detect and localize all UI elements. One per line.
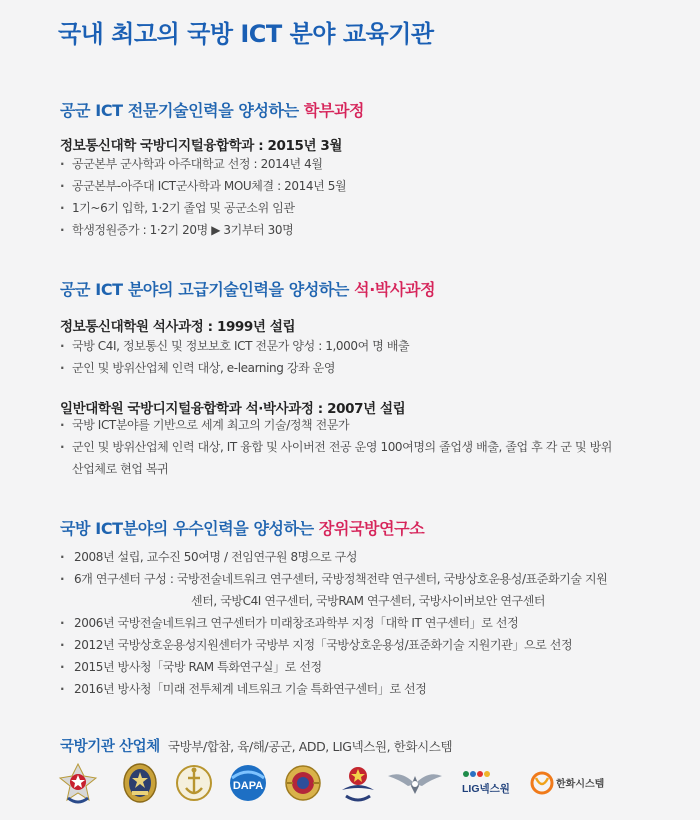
- section-title-text: 공군 ICT 분야의 고급기술인력을 양성하는: [60, 280, 355, 299]
- section-title-text: 국방 ICT분야의 우수인력을 양성하는: [60, 519, 319, 538]
- group-heading: 일반대학원 국방디지털융합학과 석·박사과정 : 2007년 설립: [60, 401, 406, 417]
- section-title-institute: [60, 516, 424, 539]
- list-item: · 6개 연구센터 구성 : 국방전술네트워크 연구센터, 국방정책전략 연구센터, 국방상호운용성/표준화기술 지원: [58, 568, 607, 590]
- dapa-logo-text: DAPA: [232, 780, 264, 792]
- army-emblem-icon: [120, 758, 160, 808]
- undergraduate-list: [58, 153, 346, 241]
- list-item: · 1기~6기 입학, 1·2기 졸업 및 공군소위 임관: [58, 197, 346, 219]
- masters-list: [58, 335, 409, 379]
- list-item-continued: 센터, 국방C4I 연구센터, 국방RAM 연구센터, 국방사이버보안 연구센터: [191, 594, 546, 608]
- list-item: · 2015년 방사청「국방 RAM 특화연구실」로 선정: [58, 656, 607, 678]
- section-title-graduate: [60, 277, 435, 300]
- group-heading: 정보통신대학원 석사과정 : 1999년 설립: [60, 319, 296, 335]
- list-item: · 국방 ICT분야를 기반으로 세계 최고의 기술/정책 전문가: [58, 414, 612, 436]
- institute-list: [58, 546, 607, 700]
- industry-desc: 국방부/합참, 육/해/공군, ADD, LIG넥스원, 한화시스템: [167, 739, 453, 754]
- list-item: · 2008년 설립, 교수진 50여명 / 전임연구원 8명으로 구성: [58, 546, 607, 568]
- navy-emblem-icon: [174, 758, 214, 808]
- industry-row: [60, 735, 452, 756]
- dapa-logo-icon: [226, 758, 270, 808]
- section-title-text: 공군 ICT 전문기술인력을 양성하는: [60, 101, 304, 120]
- list-item: · 2006년 국방전술네트워크 연구센터가 미래창조과학부 지정「대학 IT 연구센터」로 선정: [58, 612, 607, 634]
- lig-nex1-logo-text: LIG넥스원: [462, 783, 510, 795]
- list-item: · 2016년 방사청「미래 전투체계 네트워크 기술 특화연구센터」로 선정: [58, 678, 607, 700]
- list-item-continued: 산업체로 현업 복귀: [72, 462, 169, 476]
- industry-label: 국방기관 산업체: [60, 739, 160, 755]
- list-item: · 국방 C4I, 정보통신 및 정보보호 ICT 전문가 양성 : 1,000여 명 배출: [58, 335, 409, 357]
- add-emblem-icon: [283, 758, 323, 808]
- list-item: · 군인 및 방위산업체 인력 대상, IT 융합 및 사이버전 전공 운영 100여명의 졸업생 배출, 졸업 후 각 군 및 방위: [58, 436, 612, 458]
- list-item: · 학생정원증가 : 1·2기 20명 ▶ 3기부터 30명: [58, 219, 346, 241]
- group-heading: 정보통신대학 국방디지털융합학과 : 2015년 3월: [60, 138, 343, 154]
- list-item: · 군인 및 방위산업체 인력 대상, e-learning 강좌 운영: [58, 357, 409, 379]
- partner-logos: [58, 758, 668, 810]
- lig-nex1-logo-icon: [458, 758, 514, 808]
- section-title-highlight: 석·박사과정: [354, 280, 436, 299]
- section-title-undergraduate: [60, 98, 364, 121]
- section-title-highlight: 장위국방연구소: [318, 519, 425, 538]
- section-title-highlight: 학부과정: [303, 101, 365, 120]
- list-item: · 2012년 국방상호운용성지원센터가 국방부 지정「국방상호운용성/표준화기술 지원기관」으로 선정: [58, 634, 607, 656]
- jcs-emblem-icon: [58, 758, 98, 808]
- list-item: · 공군본부 군사학과 아주대학교 선정 : 2014년 4월: [58, 153, 346, 175]
- page-title: 국내 최고의 국방 ICT 분야 교육기관: [58, 20, 434, 48]
- phd-list: [58, 414, 612, 480]
- marine-emblem-icon: [338, 758, 378, 808]
- airforce-wings-icon: [386, 758, 444, 808]
- hanwha-systems-logo-icon: [528, 758, 628, 808]
- list-item: · 공군본부-아주대 ICT군사학과 MOU체결 : 2014년 5월: [58, 175, 346, 197]
- hanwha-systems-logo-text: 한화시스템: [556, 779, 605, 790]
